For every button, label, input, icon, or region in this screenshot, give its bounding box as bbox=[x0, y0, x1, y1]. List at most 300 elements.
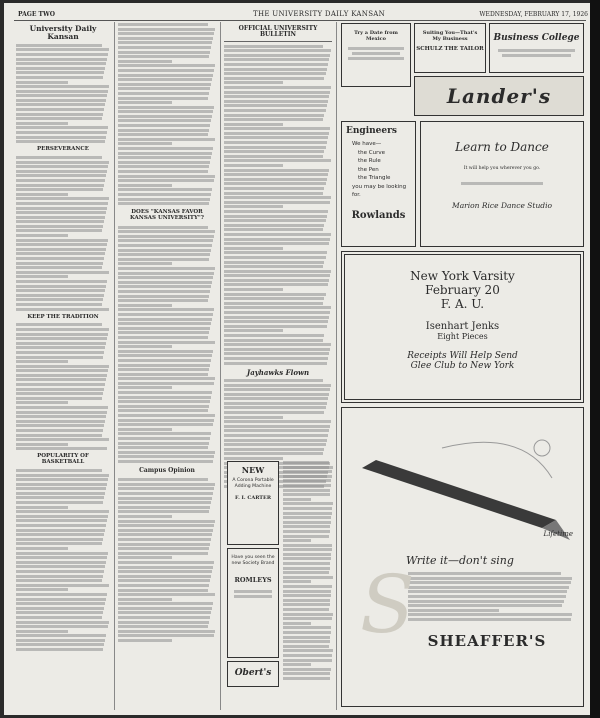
text-line bbox=[118, 184, 172, 187]
text-line bbox=[224, 274, 330, 277]
text-line bbox=[224, 118, 323, 121]
text-line bbox=[283, 516, 331, 519]
text-line bbox=[224, 393, 329, 396]
text-line bbox=[224, 238, 330, 241]
text-line bbox=[224, 384, 331, 387]
text-line bbox=[283, 585, 332, 588]
text-line bbox=[224, 159, 331, 162]
text-line bbox=[16, 565, 105, 568]
text-line bbox=[16, 438, 109, 441]
text-line bbox=[224, 256, 326, 259]
text-line bbox=[16, 161, 109, 164]
text-line bbox=[16, 406, 108, 409]
text-line bbox=[283, 622, 311, 625]
text-line bbox=[224, 187, 324, 190]
text-line bbox=[118, 432, 211, 435]
text-line bbox=[224, 251, 327, 254]
text-line bbox=[224, 81, 283, 84]
text-line bbox=[224, 452, 323, 455]
text-line bbox=[283, 636, 330, 639]
text-line bbox=[283, 668, 331, 671]
text-line bbox=[118, 74, 213, 77]
text-line bbox=[16, 323, 102, 326]
ad-sub: It will help you wherever you go. bbox=[463, 166, 541, 171]
text-line bbox=[118, 170, 208, 173]
text-line bbox=[16, 501, 103, 504]
text-line bbox=[118, 110, 213, 113]
text-line bbox=[16, 71, 104, 74]
text-line bbox=[16, 443, 68, 446]
carter-ad bbox=[227, 461, 279, 545]
text-line bbox=[224, 201, 330, 204]
text-line bbox=[118, 478, 208, 481]
text-line bbox=[16, 342, 106, 345]
mexico-ad bbox=[341, 23, 411, 87]
text-line bbox=[118, 226, 208, 229]
text-line bbox=[224, 95, 329, 98]
text-line bbox=[16, 378, 106, 381]
text-line bbox=[408, 604, 562, 607]
text-line bbox=[118, 520, 215, 523]
text-line bbox=[16, 401, 68, 404]
text-line bbox=[118, 602, 213, 605]
text-line bbox=[118, 593, 215, 596]
ad-title: NEW bbox=[241, 465, 265, 475]
text-line bbox=[118, 607, 212, 610]
text-line bbox=[16, 184, 104, 187]
ad-title: Learn to Dance bbox=[455, 140, 549, 154]
text-line bbox=[118, 611, 211, 614]
text-line bbox=[16, 280, 107, 283]
text-line bbox=[118, 235, 214, 238]
text-line bbox=[118, 437, 210, 440]
text-line bbox=[118, 556, 172, 559]
text-line bbox=[118, 258, 209, 261]
text-line bbox=[118, 55, 209, 58]
column-divider bbox=[220, 22, 221, 710]
ad-name: F. I. CARTER bbox=[235, 495, 271, 502]
text-line bbox=[118, 460, 213, 463]
text-line bbox=[16, 108, 104, 111]
text-line bbox=[224, 146, 326, 149]
text-line bbox=[118, 561, 214, 564]
text-line bbox=[16, 616, 102, 619]
text-line bbox=[283, 553, 331, 556]
text-line bbox=[224, 402, 327, 405]
text-line bbox=[118, 368, 209, 371]
text-line bbox=[118, 64, 215, 67]
text-line bbox=[283, 677, 330, 680]
text-line bbox=[118, 451, 215, 454]
text-line bbox=[224, 77, 324, 80]
text-line bbox=[118, 267, 215, 270]
text-line bbox=[224, 192, 323, 195]
text-line bbox=[283, 645, 329, 648]
text-line bbox=[118, 570, 212, 573]
text-line bbox=[16, 492, 105, 495]
text-line bbox=[16, 220, 104, 223]
text-line bbox=[118, 409, 208, 412]
text-line bbox=[16, 48, 109, 51]
text-line bbox=[118, 299, 208, 302]
text-line bbox=[16, 271, 109, 274]
text-line bbox=[16, 429, 103, 432]
text-line bbox=[283, 498, 311, 501]
text-line bbox=[118, 249, 211, 252]
binding-edge bbox=[590, 0, 600, 718]
text-line bbox=[16, 538, 103, 541]
text-line bbox=[16, 529, 105, 532]
text-line bbox=[224, 54, 330, 57]
text-line bbox=[118, 193, 211, 196]
oberts-logo: Obert's bbox=[234, 668, 272, 678]
text-line bbox=[224, 100, 328, 103]
text-line bbox=[118, 272, 214, 275]
text-line bbox=[224, 86, 331, 89]
text-line bbox=[283, 466, 333, 469]
text-line bbox=[16, 365, 109, 368]
text-line bbox=[16, 113, 103, 116]
text-line bbox=[16, 99, 106, 102]
text-line bbox=[283, 649, 333, 652]
column-divider bbox=[114, 22, 115, 710]
text-line bbox=[118, 285, 211, 288]
text-line bbox=[16, 648, 103, 651]
text-line bbox=[16, 211, 106, 214]
text-line bbox=[16, 570, 104, 573]
column-editorial bbox=[16, 23, 110, 713]
text-line bbox=[16, 533, 104, 536]
lifetime-label: Lifetime bbox=[543, 530, 573, 538]
text-line bbox=[16, 360, 68, 363]
text-line bbox=[118, 161, 210, 164]
ad-headline: Try a Date from Mexico bbox=[354, 30, 398, 43]
text-line bbox=[224, 448, 324, 451]
text-line bbox=[224, 205, 283, 208]
text-line bbox=[16, 333, 108, 336]
text-line bbox=[118, 621, 209, 624]
text-line bbox=[224, 150, 324, 153]
text-line bbox=[118, 32, 214, 35]
text-line bbox=[16, 515, 108, 518]
text-line bbox=[118, 142, 172, 145]
text-line bbox=[16, 289, 105, 292]
text-line bbox=[16, 611, 103, 614]
text-line bbox=[16, 411, 107, 414]
text-line bbox=[118, 129, 209, 132]
text-line bbox=[224, 210, 328, 213]
text-line bbox=[16, 76, 103, 79]
text-line bbox=[224, 127, 330, 130]
text-line bbox=[224, 178, 327, 181]
text-line bbox=[224, 357, 328, 360]
text-line bbox=[16, 621, 109, 624]
text-line bbox=[118, 87, 210, 90]
text-line bbox=[224, 288, 283, 291]
text-line bbox=[224, 416, 283, 419]
text-line bbox=[283, 640, 330, 643]
text-line bbox=[16, 239, 108, 242]
text-line bbox=[224, 425, 330, 428]
text-line bbox=[224, 429, 329, 432]
text-line bbox=[16, 593, 107, 596]
text-line bbox=[118, 276, 213, 279]
ad-name: Business College bbox=[493, 33, 580, 43]
page-number: PAGE TWO bbox=[18, 11, 55, 18]
text-line bbox=[224, 302, 323, 305]
text-line bbox=[118, 630, 215, 633]
text-line bbox=[118, 83, 211, 86]
text-line bbox=[118, 589, 208, 592]
text-line bbox=[283, 672, 330, 675]
editorial-heading: PERSEVERANCE bbox=[37, 146, 89, 153]
text-line bbox=[224, 297, 324, 300]
text-line bbox=[16, 303, 102, 306]
decorative-letter: S bbox=[360, 558, 415, 651]
text-line bbox=[16, 506, 68, 509]
text-line bbox=[408, 600, 564, 603]
text-line bbox=[118, 455, 214, 458]
text-line bbox=[16, 308, 109, 311]
text-line bbox=[16, 225, 103, 228]
rowlands-name: Rowlands bbox=[351, 209, 406, 221]
text-line bbox=[408, 577, 572, 580]
text-line bbox=[118, 51, 210, 54]
text-line bbox=[118, 515, 172, 518]
text-line bbox=[16, 44, 102, 47]
text-line bbox=[224, 443, 326, 446]
text-line bbox=[283, 544, 332, 547]
text-line bbox=[118, 639, 172, 642]
text-line bbox=[16, 298, 103, 301]
text-line bbox=[224, 362, 327, 365]
text-line bbox=[16, 117, 102, 120]
text-line bbox=[118, 423, 213, 426]
text-line bbox=[224, 293, 326, 296]
text-line bbox=[283, 580, 311, 583]
text-line bbox=[16, 140, 105, 143]
text-line bbox=[118, 262, 172, 265]
text-line bbox=[118, 202, 209, 205]
text-line bbox=[16, 369, 108, 372]
text-line bbox=[16, 561, 106, 564]
text-line bbox=[118, 124, 210, 127]
text-line bbox=[408, 595, 566, 598]
text-line bbox=[408, 613, 572, 616]
text-line bbox=[224, 109, 326, 112]
event-place: F. A. U. bbox=[440, 297, 485, 311]
ad-headline: Write it—don't sing bbox=[406, 554, 514, 567]
romleys-ad bbox=[227, 548, 279, 658]
masthead bbox=[18, 9, 588, 19]
text-line bbox=[16, 207, 107, 210]
text-line bbox=[224, 379, 323, 382]
text-line bbox=[283, 613, 333, 616]
text-line bbox=[118, 230, 215, 233]
text-line bbox=[16, 424, 104, 427]
text-line bbox=[16, 103, 105, 106]
text-line bbox=[16, 351, 104, 354]
text-line bbox=[118, 354, 212, 357]
text-line bbox=[16, 639, 105, 642]
text-line bbox=[224, 320, 328, 323]
text-line bbox=[16, 197, 109, 200]
text-line bbox=[283, 654, 332, 657]
text-line bbox=[224, 164, 283, 167]
text-line bbox=[118, 253, 210, 256]
article-heading: DOES "KANSAS FAVOR KANSAS UNIVERSITY"? bbox=[129, 209, 205, 221]
text-line bbox=[224, 63, 328, 66]
text-line bbox=[16, 598, 106, 601]
text-line bbox=[224, 123, 283, 126]
ad-line: the Triangle bbox=[358, 175, 391, 182]
text-line bbox=[16, 188, 103, 191]
text-line bbox=[283, 530, 330, 533]
text-line bbox=[118, 188, 212, 191]
text-line bbox=[16, 630, 68, 633]
text-line bbox=[118, 350, 213, 353]
text-line bbox=[16, 126, 108, 129]
ad-line: the Pen bbox=[358, 166, 379, 173]
text-line bbox=[118, 318, 212, 321]
text-line bbox=[16, 588, 68, 591]
text-line bbox=[16, 579, 102, 582]
text-line bbox=[224, 104, 327, 107]
text-line bbox=[118, 446, 208, 449]
landers-ad bbox=[414, 76, 584, 116]
text-line bbox=[224, 406, 326, 409]
text-line bbox=[283, 567, 330, 570]
text-line bbox=[16, 392, 103, 395]
text-line bbox=[16, 643, 104, 646]
text-line bbox=[224, 283, 328, 286]
oberts-ad bbox=[227, 661, 279, 687]
text-line bbox=[283, 539, 311, 542]
engineers-ad bbox=[341, 121, 416, 247]
text-line bbox=[283, 594, 331, 597]
text-line bbox=[224, 72, 326, 75]
text-line bbox=[118, 575, 211, 578]
text-line bbox=[224, 420, 331, 423]
text-line bbox=[118, 175, 215, 178]
text-line bbox=[16, 478, 108, 481]
text-line bbox=[224, 279, 329, 282]
text-line bbox=[118, 616, 210, 619]
text-line bbox=[118, 552, 208, 555]
text-line bbox=[283, 507, 332, 510]
text-line bbox=[118, 538, 211, 541]
editorial-heading: POPULARITY OF BASKETBALL bbox=[37, 453, 89, 466]
text-line bbox=[118, 198, 210, 201]
text-line bbox=[16, 374, 107, 377]
editorial-heading: KEEP THE TRADITION bbox=[27, 313, 99, 320]
text-line bbox=[16, 519, 107, 522]
text-line bbox=[283, 493, 330, 496]
text-line bbox=[16, 524, 106, 527]
text-line bbox=[224, 247, 283, 250]
text-line bbox=[118, 69, 214, 72]
text-line bbox=[118, 442, 209, 445]
text-line bbox=[118, 364, 210, 367]
text-line bbox=[118, 331, 209, 334]
text-line bbox=[16, 165, 108, 168]
text-line bbox=[16, 122, 68, 125]
text-line bbox=[16, 156, 102, 159]
text-line bbox=[16, 85, 109, 88]
text-line bbox=[118, 119, 211, 122]
text-line bbox=[118, 281, 212, 284]
text-line bbox=[118, 304, 172, 307]
article-heading: Campus Opinion bbox=[139, 466, 195, 474]
text-line bbox=[224, 265, 323, 268]
text-line bbox=[118, 106, 214, 109]
text-line bbox=[224, 224, 324, 227]
text-line bbox=[118, 524, 214, 527]
ad-body: A Corona Portable Adding Machine bbox=[232, 478, 274, 489]
text-line bbox=[118, 506, 210, 509]
text-line bbox=[224, 261, 324, 264]
text-line bbox=[16, 356, 103, 359]
text-line bbox=[118, 308, 214, 311]
text-line bbox=[118, 625, 208, 628]
text-line bbox=[224, 434, 328, 437]
text-line bbox=[16, 248, 106, 251]
text-line bbox=[224, 215, 327, 218]
text-line bbox=[16, 174, 106, 177]
text-line bbox=[16, 434, 102, 437]
text-line bbox=[118, 322, 211, 325]
text-line bbox=[224, 196, 331, 199]
text-line bbox=[224, 306, 331, 309]
text-line bbox=[118, 584, 209, 587]
text-line bbox=[16, 420, 105, 423]
text-line bbox=[16, 179, 105, 182]
pen-illustration bbox=[342, 408, 583, 548]
text-line bbox=[224, 270, 331, 273]
text-line bbox=[118, 313, 213, 316]
text-line bbox=[16, 556, 107, 559]
event-title: New York Varsity bbox=[410, 269, 515, 283]
text-line bbox=[283, 599, 330, 602]
column-divider bbox=[336, 22, 337, 710]
text-line bbox=[118, 152, 212, 155]
text-line bbox=[16, 552, 108, 555]
text-line bbox=[224, 457, 283, 460]
text-line bbox=[118, 634, 214, 637]
text-line bbox=[118, 579, 210, 582]
issue-date: WEDNESDAY, FEBRUARY 17, 1926 bbox=[479, 11, 588, 18]
text-line bbox=[16, 257, 104, 260]
text-line bbox=[16, 346, 105, 349]
text-line bbox=[118, 133, 208, 136]
ad-line: the Rule bbox=[358, 158, 381, 165]
bulletin-title: OFFICIAL UNIVERSITY BULLETIN bbox=[224, 26, 332, 42]
text-line bbox=[16, 584, 109, 587]
dance-ad bbox=[420, 121, 584, 247]
text-line bbox=[224, 411, 324, 414]
paper-title: THE UNIVERSITY DAILY KANSAN bbox=[253, 10, 386, 18]
text-line bbox=[118, 414, 215, 417]
text-line bbox=[16, 607, 104, 610]
text-line bbox=[16, 136, 106, 139]
text-line bbox=[283, 626, 331, 629]
text-line bbox=[118, 598, 172, 601]
text-line bbox=[118, 497, 212, 500]
text-line bbox=[224, 316, 329, 319]
text-line bbox=[16, 229, 102, 232]
text-line bbox=[283, 562, 330, 565]
text-line bbox=[118, 501, 211, 504]
